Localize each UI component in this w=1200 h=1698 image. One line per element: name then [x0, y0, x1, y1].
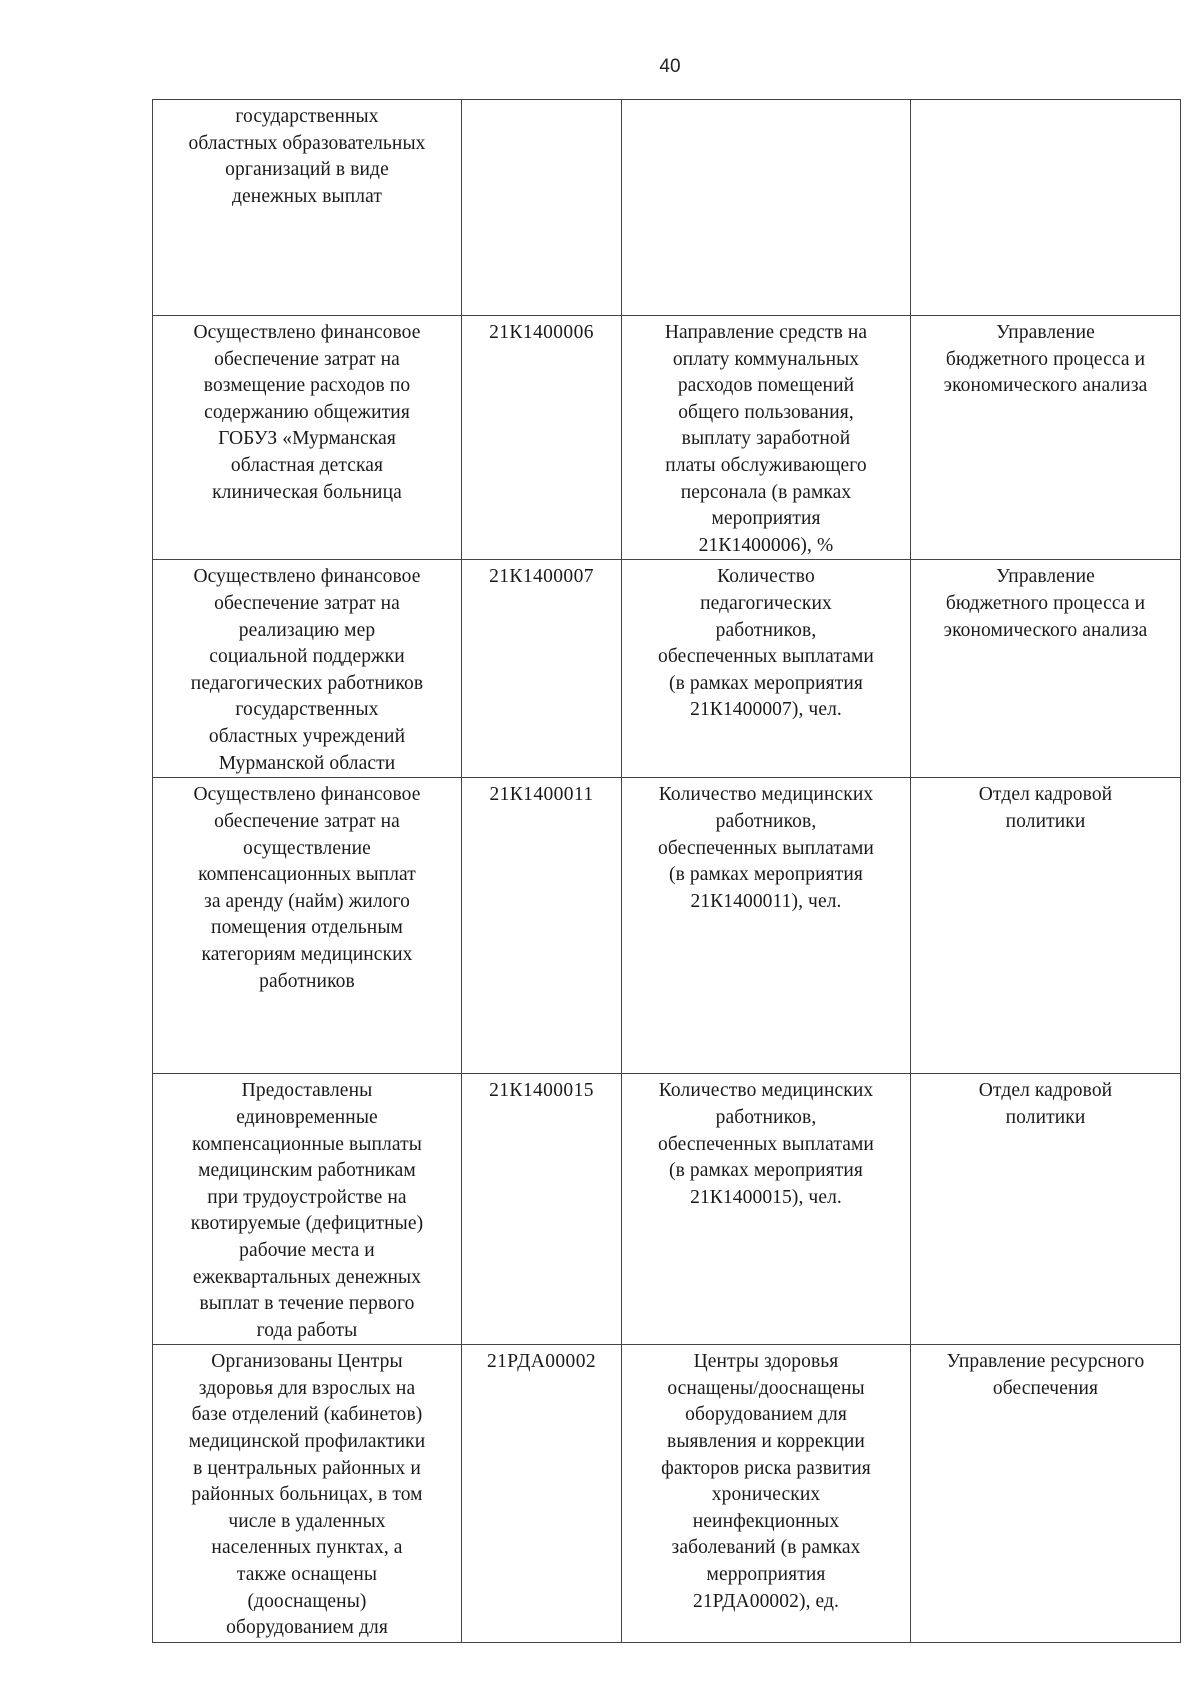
table-row [153, 100, 1181, 316]
indicator-cell [622, 100, 911, 316]
responsible-cell: Управление бюджетного процесса и экономического анализа [911, 560, 1181, 778]
code-cell: 21РДА00002 [462, 1345, 622, 1643]
code-cell: 21К1400015 [462, 1074, 622, 1345]
table-row [153, 1345, 1181, 1643]
result-cell: Осуществлено финансовое обеспечение затрат на реализацию мер социальной поддержки педагогических работников государственных областных учреждений Мурманской области [153, 560, 462, 778]
responsible-cell [911, 100, 1181, 316]
code-cell [462, 100, 622, 316]
indicator-cell: Центры здоровья оснащены/дооснащены оборудованием для выявления и коррекции факторов риска развития хронических неинфекционных заболеваний (в рамках мерроприятия 21РДА00002), ед. [622, 1345, 911, 1643]
responsible-cell: Отдел кадровой политики [911, 1074, 1181, 1345]
table-row [153, 778, 1181, 1074]
table-row [153, 560, 1181, 778]
table-row [153, 1074, 1181, 1345]
indicator-cell: Направление средств на оплату коммунальных расходов помещений общего пользования, выплату заработной платы обслуживающего персонала (в рамках мероприятия 21К1400006), % [622, 316, 911, 560]
table-row [153, 316, 1181, 560]
responsible-cell: Управление ресурсного обеспечения [911, 1345, 1181, 1643]
result-cell: Организованы Центры здоровья для взрослых на базе отделений (кабинетов) медицинской профилактики в центральных районных и районных больницах, в том числе в удаленных населенных пунктах, а также оснащены (дооснащены) оборудованием для [153, 1345, 462, 1643]
result-cell: государственных областных образовательных организаций в виде денежных выплат [153, 100, 462, 316]
code-cell: 21К1400011 [462, 778, 622, 1074]
result-cell: Предоставлены единовременные компенсационные выплаты медицинским работникам при трудоустройстве на квотируемые (дефицитные) рабочие места и ежеквартальных денежных выплат в течение первого года работы [153, 1074, 462, 1345]
responsible-cell: Отдел кадровой политики [911, 778, 1181, 1074]
indicator-cell: Количество медицинских работников, обеспеченных выплатами (в рамках мероприятия 21К1400011), чел. [622, 778, 911, 1074]
indicator-cell: Количество медицинских работников, обеспеченных выплатами (в рамках мероприятия 21К1400015), чел. [622, 1074, 911, 1345]
result-cell: Осуществлено финансовое обеспечение затрат на осуществление компенсационных выплат за аренду (найм) жилого помещения отдельным категориям медицинских работников [153, 778, 462, 1074]
responsible-cell: Управление бюджетного процесса и экономического анализа [911, 316, 1181, 560]
code-cell: 21К1400006 [462, 316, 622, 560]
page-number: 40 [659, 56, 681, 77]
measures-table [152, 99, 1181, 1643]
code-cell: 21К1400007 [462, 560, 622, 778]
result-cell: Осуществлено финансовое обеспечение затрат на возмещение расходов по содержанию общежития ГОБУЗ «Мурманская областная детская клиническая больница [153, 316, 462, 560]
indicator-cell: Количество педагогических работников, обеспеченных выплатами (в рамках мероприятия 21К1400007), чел. [622, 560, 911, 778]
